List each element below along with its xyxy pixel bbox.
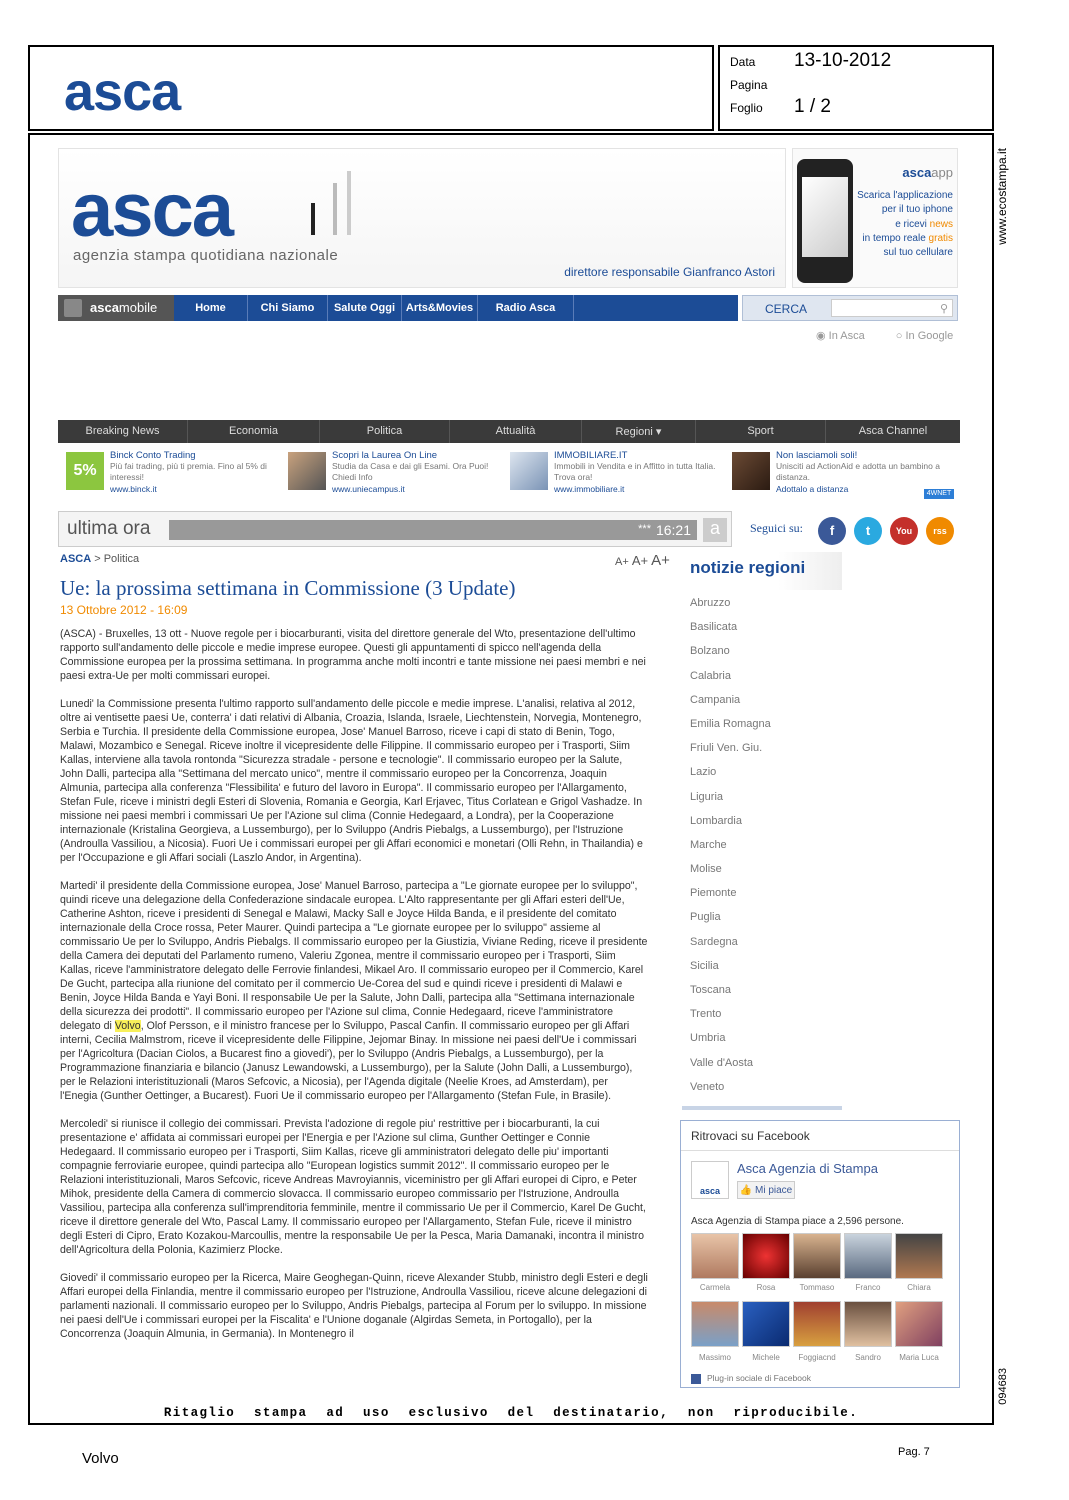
- site-tagline: agenzia stampa quotidiana nazionale: [73, 247, 339, 264]
- facebook-icon[interactable]: f: [818, 517, 846, 545]
- fan-avatar[interactable]: [793, 1233, 841, 1279]
- font-size-small[interactable]: A+: [615, 556, 629, 568]
- regions-divider: [682, 1106, 842, 1110]
- ad-network-badge[interactable]: 4WNET: [924, 489, 954, 499]
- fan-avatar[interactable]: [895, 1233, 943, 1279]
- house-icon: [510, 452, 548, 490]
- fan-avatar[interactable]: [691, 1233, 739, 1279]
- search-box: [742, 295, 958, 321]
- region-link[interactable]: Lazio: [690, 766, 717, 779]
- fan-avatar[interactable]: [793, 1301, 841, 1347]
- region-link[interactable]: Sardegna: [690, 935, 738, 948]
- region-link[interactable]: Liguria: [690, 790, 724, 803]
- region-link[interactable]: Bolzano: [690, 645, 730, 658]
- child-photo-icon: [732, 452, 770, 490]
- app-text: Scarica l'applicazione per il tuo iphone e ricevi news in tempo reale gratis sul tuo cellulare: [857, 190, 953, 259]
- region-link[interactable]: Emilia Romagna: [690, 717, 771, 730]
- fan-avatar[interactable]: [844, 1301, 892, 1347]
- fan-name: Maria Luca: [899, 1353, 939, 1362]
- youtube-icon[interactable]: You: [890, 517, 918, 545]
- fan-name: Chiara: [907, 1283, 931, 1292]
- foglio-label: Foglio: [730, 101, 763, 115]
- section-regioni[interactable]: Regioni ▾: [582, 420, 696, 443]
- regions-list: [682, 593, 842, 1101]
- site-director: direttore responsabile Gianfranco Astori: [564, 265, 775, 279]
- ad-actionaid[interactable]: Non lasciamoli soli! Unisciti ad ActionAid e adotta un bambino a distanza. Adottalo a distanza: [732, 450, 948, 496]
- app-promo[interactable]: [792, 148, 958, 288]
- section-nav: [58, 420, 960, 443]
- font-size-medium[interactable]: A+: [631, 553, 649, 568]
- region-link[interactable]: Veneto: [690, 1080, 725, 1093]
- article-body: [60, 627, 648, 1355]
- article-paragraph: Mercoledi' si riunisce il collegio dei commissari. Prevista l'adozione di regole piu' restrittive per i biocarburanti, la cui presentazione e' affidata ai commissari europei per l'Energia e per l'Azione sul clima, Gunther Oettinger e Connie Hedegaard. Il commissario europeo per i Trasporti, Siim Kallas, riceve gli amministratori delegato delle piu' importanti compagnie ferroviarie europee, quindi partecipa allo "European logistics summit 2012". Il commissario europeo per le Relazioni interistituzionali, Maros Sefcovic, riceve Andreas Mavroyiannis, viceministro per gli Affari europei di Cipro, e Peter Mihok, presidente della Camera di commercio slovacca. Il commissario europeo commissario per l'Istruzione, Androulla Vassiliou, partecipa alla conferenza sull'imprenditoria femminile, mentre il commissario Ue per il Commercio, Karel De Gucht, riceve il direttore generale del Wto, Pascal Lamy. Il commissario europeo per l'Allargamento, Stefan Fule, riceve il ministro degli Esteri di Cipro, Erato Kozakou-Marcoullis, mentre la responsabile Ue per la Pesca, Maria Damanaki, incontra il ministro dell'Agricoltura della Polonia, Kazimierz Plocke.: [60, 1118, 646, 1256]
- regions-heading: notizie regioni: [682, 552, 842, 590]
- nav-home[interactable]: Home: [174, 295, 248, 321]
- clipping-header: [28, 45, 714, 131]
- search-input[interactable]: [831, 299, 953, 317]
- region-link[interactable]: Lombardia: [690, 814, 742, 827]
- region-link[interactable]: Friuli Ven. Giu.: [690, 742, 763, 755]
- binck-logo-icon: 5%: [66, 452, 104, 490]
- region-link[interactable]: Piemonte: [690, 887, 737, 900]
- mobile-icon: [64, 299, 82, 317]
- fan-avatar[interactable]: [742, 1233, 790, 1279]
- fan-name: Carmela: [699, 1283, 731, 1292]
- section-sport[interactable]: Sport: [696, 420, 826, 443]
- search-options: [816, 329, 981, 342]
- clipping-page-number: Pag. 7: [898, 1446, 930, 1458]
- fan-name: Michele: [752, 1353, 780, 1362]
- section-asca-channel[interactable]: Asca Channel: [858, 425, 928, 437]
- facebook-like-count: Asca Agenzia di Stampa piace a 2,596 persone.: [691, 1216, 904, 1227]
- ticker-time: 16:21: [655, 522, 691, 538]
- article-paragraph: Martedi' il presidente della Commissione europea, Jose' Manuel Barroso, partecipa a "Le giornate europee per lo sviluppo", quindi riceve una delegazione della Confederazione sindacale europea. L'Alto rappresentante per gli Affari esteri dell'Ue, Catherine Ashton, riceve i presidenti di Senegal e Malawi, Macky Sall e Joyce Hilda Banda, e il presidente del comitato internazionale della Croce rossa, Peter Maurer. Quindi partecipa a "Le giornate europee per lo sviluppo" assieme al commissario Ue per lo Sviluppo, Andris Piebalgs. Il commissario europeo per la Giustizia, Viviane Reding, riceve il presidente della Camera dei deputati del Parlamento rumeno, Valeriu Zgonea, mentre il commissario europeo per i Trasporti, Siim Kallas, riceve l'amministratore delegato delle Ferrovie finlandesi, Mikael Aro. Il commissario europeo per il Commercio, Karel De Gucht, partecipa alla riunione del comitato per il commercio Ue-Corea del sud e quindi riceve i presidenti di Malawi e Benin, Joyce Hilda Banda e Yayi Boni. Il responsabile Ue per la Salute, John Dalli, partecipa alla "Settimana internazionale della sicurezza dei prodotti". Il commissario europeo per l'Azione sul clima, Connie Hedegaard, riceve l'amministratore delegato di Volvo, Olof Persson, e il ministro francese per lo Sviluppo, Pascal Canfin. Il commissario europeo per gli Affari interni, Cecilia Malmstrom, riceve il vicepresidente delle Filippine, Jejomar Binay. In missione nei paesi dell'Ue i commissari per l'Agricoltura (Dacian Ciolos, a Bucarest fino a giovedi'), per lo Sviluppo (Andris Piebalgs, a Lussemburgo), per la Programmazione finanziaria e bilancio (Janusz Lewandowski, a Lussemburgo), per la Salute (John Dalli, a Lussemburgo), per le Relazioni interistituzionali (Maros Sefcovic, a Nicosia), per l'Agenda digitale (Neelie Kroes, ad Amsterdam), per l'Enegia (Gunther Oettinger, a Bucarest). Fuori Ue il commissario europeo per l'Allargamento (Stefan Fule, in Brasile).: [60, 880, 648, 1102]
- clipping-meta: [718, 45, 994, 131]
- region-link[interactable]: Trento: [690, 1008, 722, 1021]
- social-label: Seguici su:: [750, 521, 803, 535]
- ultima-ora-bar: [58, 511, 732, 547]
- region-link[interactable]: Basilicata: [690, 621, 738, 634]
- facebook-small-icon: [691, 1374, 701, 1384]
- nav-arts-movies[interactable]: Arts&Movies: [402, 295, 478, 321]
- region-link[interactable]: Toscana: [690, 984, 731, 996]
- article-paragraph: Giovedi' il commissario europeo per la Ricerca, Maire Geoghegan-Quinn, riceve Alexander Stubb, ministro degli Esteri e degli Affari europei della Finlandia, mentre il commissario europeo per l'Istruzione, Androulla Vassiliou, riceve alcune delegazioni di parlamenti nazionali. Il commissario europeo per lo Sviluppo, Andris Piebalgs, partecipa al Forum per lo sviluppo. In missione nei paesi dell'Ue i commissari europei per la Fiscalita' e l'Unione doganale (Algirdas Semeta, in Portogallo), per la Concorrenza (Joaquin Almunia, in Germania). In Montenegro il: [60, 1272, 648, 1340]
- article-paragraph: (ASCA) - Bruxelles, 13 ott - Nuove regole per i biocarburanti, visita del direttore generale del Wto, presentazione dell'ultimo rapporto sull'andamento delle piccole e medie imprese europee. Questi gli appuntamenti di spicco nell'agenda della Commissione europea per la prossima settimana. In programma anche molti incontri e tante missione nei paesi membri e nei paesi extra-Ue per molti commissari europei.: [60, 628, 646, 682]
- fan-name: Foggiacnd: [798, 1353, 836, 1362]
- region-link[interactable]: Campania: [690, 693, 741, 706]
- news-ticker[interactable]: *** 16:21: [169, 520, 697, 540]
- article-paragraph: Lunedi' la Commissione presenta l'ultimo rapporto sull'andamento delle piccole e medie imprese. L'analisi, relativa al 2012, oltre ai ventisette paesi Ue, conterra' i dati relativi di Albania, Croazia, Islanda, Israele, Liechtenstein, Norvegia, Montenegro, Serbia e Turchia. Il presidente della Commissione europea, Jose' Manuel Barroso, riceve i capi di stato di Benin, Togo, Malawi, Mozambico e Senegal. Riceve inoltre il vicepresidente delle Filippine. Il commissario europeo per i Trasporti, Siim Kallas, interviene alla tavola rontonda "Sicurezza stradale - persone e tecnologie". Il commissario europeo per la Salute, John Dalli, partecipa alla "Settimana del mercato unico", mentre il commissario europeo per la Concorrenza, Joaquin Almunia, partecipa alla conferenza "Flessibilita' e futuro del lavoro in Europa". Il commissario europeo per l'Allargamento, Stefan Fule, riceve i ministri degli Esteri di Slovenia, Romania e Georgia, Karl Erjavec, Titus Corlatean e Grigol Vashadze. In missione nei paesi membri i commissari Ue per l'Azione sul clima (Connie Hedegaard, a Londra), per la Cooperazione internazionale (Kristalina Georgieva, a Lussemburgo), per lo Sviluppo (Andris Piebalgs, a Lussemburgo), per l'Istruzione (Androulla Vassiliou, a Nicosia). Fuori Ue i commissari europei per gli Affari economici e monetari (Olli Rehn, in Thailandia) e per l'Occupazione e gli Affari sociali (Laszlo Andor, in Argentina).: [60, 698, 643, 864]
- ultima-ora-label: ultima ora: [67, 518, 151, 539]
- fan-avatar[interactable]: [691, 1301, 739, 1347]
- rss-icon[interactable]: rss: [926, 517, 954, 545]
- asca-a-icon: a: [703, 518, 727, 542]
- ad-immobiliare[interactable]: IMMOBILIARE.IT Immobili in Vendita e in Affitto in tutta Italia. Trova ora! www.immobiliare.it: [510, 450, 726, 496]
- breadcrumb-section[interactable]: Politica: [103, 553, 140, 565]
- region-link[interactable]: Abruzzo: [690, 597, 731, 609]
- breadcrumb-home[interactable]: ASCA: [60, 553, 92, 565]
- nav-salute-oggi[interactable]: Salute Oggi: [328, 295, 402, 321]
- fan-name: Massimo: [698, 1353, 731, 1362]
- region-link[interactable]: Sicilia: [690, 959, 719, 972]
- clipping-logo: asca: [64, 62, 181, 122]
- asca-mobile-link[interactable]: ascamobile: [58, 295, 174, 321]
- twitter-icon[interactable]: t: [854, 517, 882, 545]
- search-icon[interactable]: ⚲: [939, 303, 948, 315]
- fan-name: Tommaso: [799, 1283, 835, 1292]
- region-link[interactable]: Calabria: [690, 669, 731, 682]
- highlighted-keyword: Volvo: [114, 1020, 141, 1032]
- region-link[interactable]: Valle d'Aosta: [690, 1056, 754, 1069]
- facebook-like-button[interactable]: 👍 Mi piace: [737, 1181, 795, 1199]
- facebook-header: Ritrovaci su Facebook: [681, 1121, 959, 1151]
- section-politica[interactable]: Politica: [320, 420, 450, 443]
- foglio-value: 1 / 2: [794, 96, 831, 117]
- nav-chi-siamo[interactable]: Chi Siamo: [248, 295, 328, 321]
- fan-name: Franco: [855, 1283, 881, 1292]
- thumbs-up-icon: 👍: [739, 1185, 753, 1196]
- nav-radio-asca[interactable]: Radio Asca: [478, 295, 574, 321]
- side-site-label: www.ecostampa.it: [995, 148, 1009, 245]
- fan-avatar[interactable]: [895, 1301, 943, 1347]
- breadcrumb: ASCA > Politica: [60, 553, 140, 565]
- facebook-page-avatar[interactable]: asca: [691, 1161, 729, 1199]
- facebook-widget: [680, 1120, 960, 1388]
- site-banner: [58, 148, 786, 288]
- clipping-footer-note: Ritaglio stampa ad uso esclusivo del destinatario, non riproducibile.: [163, 1406, 859, 1420]
- side-code-label: 094683: [997, 1368, 1009, 1405]
- fan-avatar[interactable]: [844, 1233, 892, 1279]
- region-link[interactable]: Marche: [690, 838, 727, 851]
- uniecampus-photo-icon: [288, 452, 326, 490]
- region-link[interactable]: Molise: [690, 863, 722, 876]
- section-attualita[interactable]: Attualità: [450, 420, 582, 443]
- ad-binck[interactable]: 5% Binck Conto Trading Più fai trading, più ti premia. Fino al 5% di interessi! www.binck.it: [66, 450, 282, 496]
- search-option-asca[interactable]: ◉ In Asca: [816, 330, 865, 342]
- font-size-controls: [615, 552, 670, 569]
- data-label: Data: [730, 55, 756, 69]
- region-link[interactable]: Umbria: [690, 1032, 726, 1045]
- facebook-plugin-note: Plug-in sociale di Facebook: [691, 1373, 811, 1384]
- pagina-label: Pagina: [730, 78, 768, 92]
- section-breaking-news[interactable]: Breaking News: [58, 420, 188, 443]
- fan-name: Rosa: [756, 1283, 776, 1292]
- section-economia[interactable]: Economia: [188, 420, 320, 443]
- search-button[interactable]: CERCA: [765, 302, 808, 316]
- main-nav: [58, 295, 738, 321]
- site-logo[interactable]: asca: [71, 168, 233, 253]
- fan-name: Sandro: [855, 1353, 881, 1362]
- region-link[interactable]: Puglia: [690, 911, 721, 924]
- ad-uniecampus[interactable]: Scopri la Laurea On Line Studia da Casa e dai gli Esami. Ora Puoi! Chiedi Info www.uniecampus.it: [288, 450, 504, 496]
- fan-avatar[interactable]: [742, 1301, 790, 1347]
- article-date: 13 Ottobre 2012 - 16:09: [60, 603, 188, 617]
- article-title: Ue: la prossima settimana in Commissione (3 Update): [60, 576, 516, 600]
- search-option-google[interactable]: ○ In Google: [895, 330, 954, 342]
- app-brand: ascaapp: [902, 165, 953, 180]
- font-size-large[interactable]: A+: [651, 552, 670, 569]
- data-value: 13-10-2012: [794, 50, 892, 71]
- facebook-page-name[interactable]: Asca Agenzia di Stampa: [737, 1161, 878, 1176]
- clipping-keyword: Volvo: [82, 1450, 119, 1467]
